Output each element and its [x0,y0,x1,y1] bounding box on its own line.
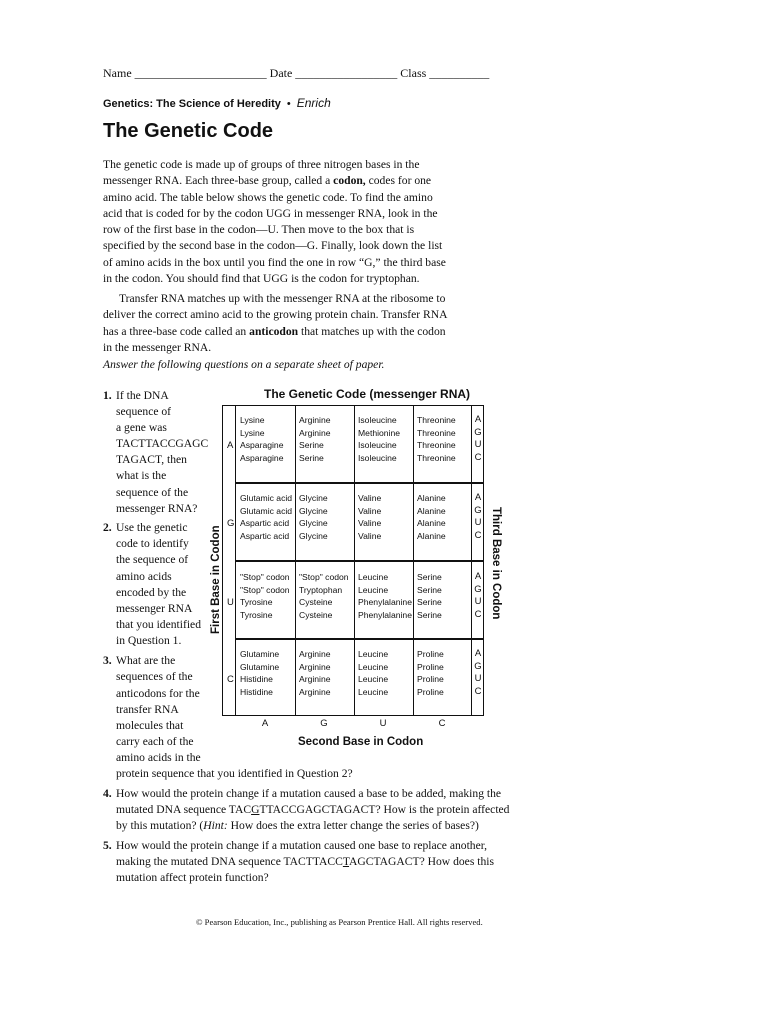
codon-cell: Glutamine Glutamine Histidine Histidine [240,649,280,698]
copyright-footer: © Pearson Education, Inc., publishing as Pearson Prentice Hall. All rights reserved. [196,917,483,927]
codon-cell: Arginine Arginine Arginine Arginine [299,649,331,698]
col-divider [413,405,414,716]
third-base-axis-label: Third Base in Codon [490,507,502,620]
codon-cell: "Stop" codon Tryptophan Cysteine Cysteine [299,572,349,621]
third-base-column: A G U C [474,492,482,542]
second-base-label: G [320,718,328,729]
table-border-top [222,405,484,406]
col-divider [295,405,296,716]
instructions: Answer the following questions on a separate sheet of paper. [103,358,385,371]
codon-cell: Serine Serine Serine Serine [417,572,442,621]
row-divider [235,638,484,640]
table-border-bottom [222,715,484,716]
codon-cell: Proline Proline Proline Proline [417,649,444,698]
codon-cell: "Stop" codon "Stop" codon Tyrosine Tyrosine [240,572,290,621]
codon-cell: Isoleucine Methionine Isoleucine Isoleucine [358,415,401,464]
codon-cell: Arginine Arginine Serine Serine [299,415,331,464]
first-base-label: U [227,597,234,608]
codon-cell: Lysine Lysine Asparagine Asparagine [240,415,284,464]
third-base-column: A G U C [474,571,482,621]
codon-cell: Leucine Leucine Phenylalanine Phenylalanine [358,572,412,621]
second-base-axis-label: Second Base in Codon [298,736,424,748]
row-divider [235,560,484,562]
first-base-axis-label: First Base in Codon [210,525,222,634]
first-base-label: C [227,674,234,685]
intro-paragraph-1: The genetic code is made up of groups of three nitrogen bases in the messenger RNA. Each three-base group, called a codon, codes for one amino acid. The table below shows the genetic code. To find the amino acid that is coded for by the codon UGG in messenger RNA, look in the row of the first base in the codon—U. Then move to the box that is specified by the second base in the codon—G. Finally, look down the list of amino acids in the box until you find the one in row “G,” the third base in the codon. You should find that UGG is the codon for tryptophan. [103,158,446,286]
course-title: Genetics: The Science of Heredity [103,98,281,110]
codon-cell: Glutamic acid Glutamic acid Aspartic acid Aspartic acid [240,493,293,542]
codon-cell: Threonine Threonine Threonine Threonine [417,415,456,464]
first-base-label: A [227,440,234,451]
second-base-label: C [438,718,446,729]
intro-paragraph-2: Transfer RNA matches up with the messenger RNA at the ribosome to deliver the correct amino acid to the growing protein chain. Transfer RNA has a three-base code called an anticodon that matches up with the codon in the messenger RNA. [103,292,447,354]
page-title: The Genetic Code [103,120,274,142]
codon-cell: Valine Valine Valine Valine [358,493,382,542]
second-base-label: U [379,718,387,729]
second-base-label: A [261,718,269,729]
first-base-label: G [227,518,235,529]
third-base-column: A G U C [474,414,482,464]
subheader [103,96,331,110]
table-border-left [222,405,223,716]
bullet: • [286,98,291,110]
third-base-column: A G U C [474,648,482,698]
worksheet-type: Enrich [296,96,331,110]
name-date-class-line: Name ______________________ Date _________________ Class __________ [103,66,490,80]
row-divider [235,482,484,484]
codon-cell: Glycine Glycine Glycine Glycine [299,493,328,542]
codon-cell: Alanine Alanine Alanine Alanine [417,493,446,542]
table-title: The Genetic Code (messenger RNA) [264,387,471,401]
codon-cell: Leucine Leucine Leucine Leucine [358,649,389,698]
col-divider [354,405,355,716]
